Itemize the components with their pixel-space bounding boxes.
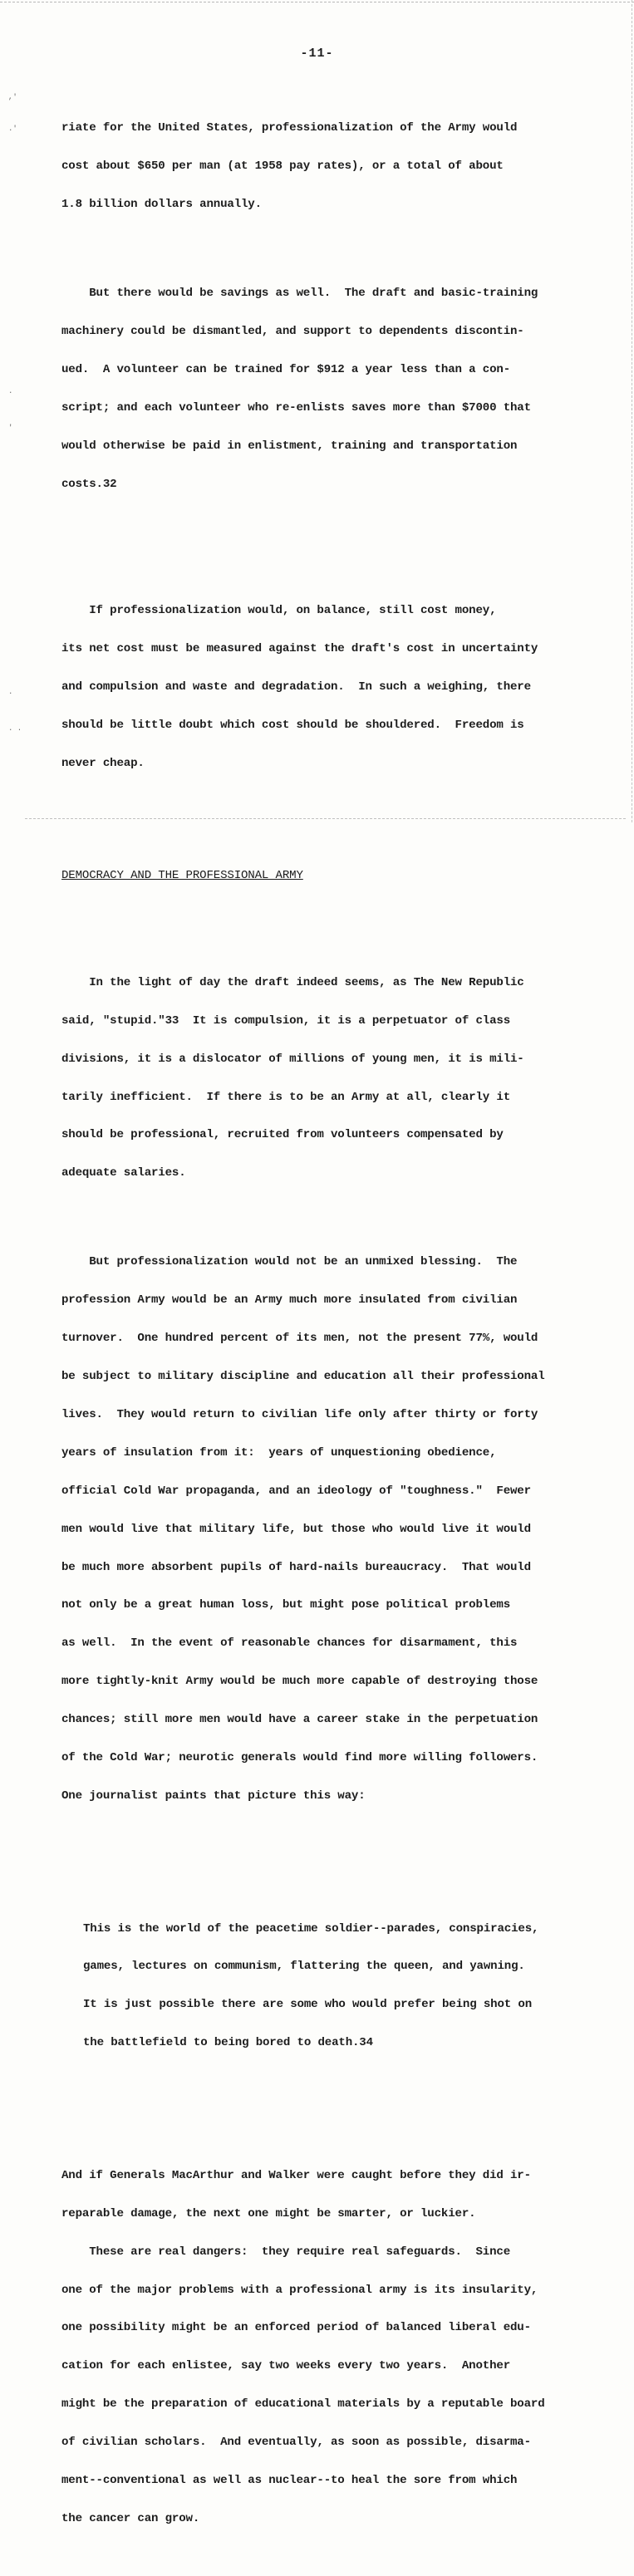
block-quote <box>83 1897 593 2075</box>
section-heading: DEMOCRACY AND THE PROFESSIONAL ARMY <box>61 868 303 882</box>
text-line: 1.8 billion dollars annually. <box>61 197 262 211</box>
text-line: games, lectures on communism, flattering the queen, and yawning. <box>83 1960 525 1974</box>
text-line: one possibility might be an enforced period of balanced liberal edu- <box>61 2321 531 2335</box>
text-line: lives. They would return to civilian life only after thirty or forty <box>61 1407 538 1421</box>
text-line: reparable damage, the next one might be smarter, or luckier. <box>61 2206 476 2220</box>
text-line: And if Generals MacArthur and Walker were caught before they did ir- <box>61 2168 531 2182</box>
text-line: If professionalization would, on balance, still cost money, <box>61 604 497 618</box>
margin-mark: ,' <box>8 93 17 101</box>
text-line: But professionalization would not be an unmixed blessing. The <box>61 1255 518 1269</box>
text-line: as well. In the event of reasonable chances for disarmament, this <box>61 1636 518 1651</box>
text-line: years of insulation from it: years of unquestioning obedience, <box>61 1445 497 1460</box>
margin-mark: . <box>8 688 13 696</box>
text-line: the cancer can grow. <box>61 2511 200 2525</box>
text-line: of civilian scholars. And eventually, as soon as possible, disarma- <box>61 2436 531 2450</box>
text-line: more tightly-knit Army would be much more capable of destroying those <box>61 1675 538 1689</box>
text-line: and compulsion and waste and degradation. In such a weighing, there <box>61 680 531 694</box>
text-line: cation for each enlistee, say two weeks every two years. Another <box>61 2359 510 2373</box>
text-line: men would live that military life, but those who would live it would <box>61 1522 531 1536</box>
paragraph-unmixed-blessing <box>61 1231 593 1828</box>
paragraph-light-of-day <box>61 951 593 1205</box>
text-line: adequate salaries. <box>61 1166 186 1180</box>
margin-mark: . . <box>8 724 22 733</box>
text-line: the battlefield to being bored to death.34 <box>83 2036 373 2050</box>
text-line: divisions, it is a dislocator of millions of young men, it is mili- <box>61 1052 524 1066</box>
text-line: riate for the United States, professionalization of the Army would <box>61 121 518 135</box>
text-line: machinery could be dismantled, and support to dependents discontin- <box>61 324 524 338</box>
page-number: -11- <box>300 47 334 61</box>
text-line: said, "stupid."33 It is compulsion, it is a perpetuator of class <box>61 1013 510 1028</box>
text-line: chances; still more men would have a career stake in the perpetuation <box>61 1713 538 1727</box>
text-line: might be the preparation of educational materials by a reputable board <box>61 2397 545 2412</box>
text-line: of the Cold War; neurotic generals would find more willing followers. <box>61 1751 538 1764</box>
paragraph-safeguards <box>61 2144 593 2551</box>
text-line: one of the major problems with a professional army is its insularity, <box>61 2283 538 2297</box>
text-line: profession Army would be an Army much more insulated from civilian <box>61 1293 518 1308</box>
document-body <box>61 71 593 2576</box>
paragraph-cost <box>61 97 593 237</box>
paragraph-net-cost <box>61 580 593 796</box>
text-line: turnover. One hundred percent of its men, not the present 77%, would <box>61 1332 538 1346</box>
text-line: never cheap. <box>61 756 145 770</box>
text-line: costs.32 <box>61 477 117 491</box>
margin-mark: . <box>8 387 13 395</box>
text-line: not only be a great human loss, but might pose political problems <box>61 1598 510 1612</box>
text-line: One journalist paints that picture this way: <box>61 1788 366 1803</box>
text-line: script; and each volunteer who re-enlists saves more than $7000 that <box>61 400 531 415</box>
text-line: would otherwise be paid in enlistment, training and transportation <box>61 439 518 453</box>
text-line: tarily inefficient. If there is to be an Army at all, clearly it <box>61 1090 510 1104</box>
text-line: These are real dangers: they require real safeguards. Since <box>61 2245 510 2259</box>
text-line: its net cost must be measured against the draft's cost in uncertainty <box>61 642 538 656</box>
margin-mark: ' <box>8 424 13 432</box>
text-line: ued. A volunteer can be trained for $912 a year less than a con- <box>61 362 510 376</box>
text-line: be much more absorbent pupils of hard-nails bureaucracy. That would <box>61 1560 531 1574</box>
text-line: ment--conventional as well as nuclear--to heal the sore from which <box>61 2474 518 2488</box>
text-line: should be professional, recruited from volunteers compensated by <box>61 1128 504 1142</box>
margin-mark: .' <box>8 125 17 133</box>
text-line: should be little doubt which cost should be shouldered. Freedom is <box>61 718 524 732</box>
text-line: But there would be savings as well. The draft and basic-training <box>61 287 538 301</box>
text-line: It is just possible there are some who would prefer being shot on <box>83 1998 532 2012</box>
paragraph-savings <box>61 262 593 516</box>
text-line: In the light of day the draft indeed seems, as The New Republic <box>61 975 524 989</box>
text-line: official Cold War propaganda, and an ideology of "toughness." Fewer <box>61 1484 531 1498</box>
text-line: This is the world of the peacetime soldier--parades, conspiracies, <box>83 1921 539 1936</box>
text-line: be subject to military discipline and education all their professional <box>61 1370 545 1384</box>
text-line: cost about $650 per man (at 1958 pay rates), or a total of about <box>61 159 504 174</box>
